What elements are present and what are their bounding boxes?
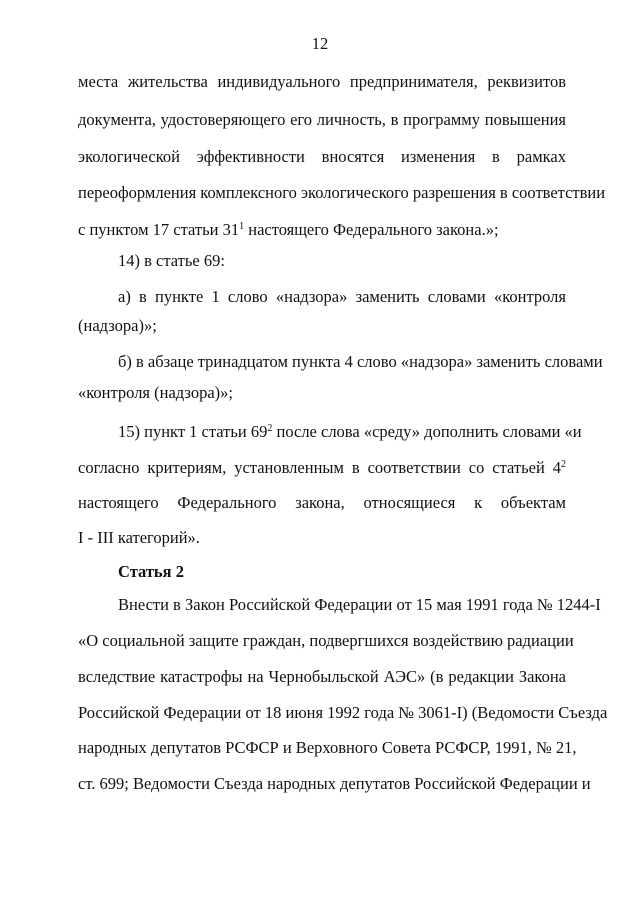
item-14-b-cont: «контроля (надзора)»; [78,383,233,402]
article-2-line-6: ст. 699; Ведомости Съезда народных депутатов Российской Федерации и [78,774,591,793]
item-14-b: б) в абзаце тринадцатом пункта 4 слово «надзора» заменить словами [118,352,603,371]
item-14-a-cont: (надзора)»; [78,316,157,335]
text-line-1: места жительства индивидуального предпринимателя, реквизитов [78,72,566,91]
article-2-line-3: вследствие катастрофы на Чернобыльской АЭС» (в редакции Закона [78,667,566,686]
page-number: 12 [311,34,329,53]
superscript-1: 1 [239,221,245,232]
item-15-part-a: 15) пункт 1 статьи 69 [118,422,268,441]
article-2-line-4: Российской Федерации от 18 июня 1992 года № 3061-I) (Ведомости Съезда [78,703,608,722]
article-2-line-5: народных депутатов РСФСР и Верховного Совета РСФСР, 1991, № 21, [78,738,577,757]
item-15 [118,422,582,442]
item-15-cont-1 [78,458,566,478]
item-15-cont-3: I - III категорий». [78,528,200,547]
text-line-2: документа, удостоверяющего его личность, в программу повышения [78,110,566,129]
superscript-2: 2 [267,423,273,434]
item-15-cont-1-text: согласно критериям, установленным в соответствии со статьей 4 [78,458,561,477]
item-14: 14) в статье 69: [118,251,225,270]
item-15-part-b: после слова «среду» дополнить словами «и [272,422,582,441]
text-line-5-part-a: с пунктом 17 статьи 31 [78,220,240,239]
article-2-line-1: Внести в Закон Российской Федерации от 15 мая 1991 года № 1244-I [118,595,601,614]
item-15-cont-2: настоящего Федерального закона, относящиеся к объектам [78,493,566,512]
article-2-line-2: «О социальной защите граждан, подвергшихся воздействию радиации [78,631,574,650]
text-line-5 [78,220,566,240]
text-line-5-part-b: настоящего Федерального закона.»; [244,220,499,239]
superscript-2b: 2 [561,459,566,470]
text-line-3: экологической эффективности вносятся изменения в рамках [78,147,566,166]
article-2-heading: Статья 2 [118,562,184,581]
item-14-a: а) в пункте 1 слово «надзора» заменить словами «контроля [118,287,566,306]
text-line-4: переоформления комплексного экологического разрешения в соответствии [78,183,606,202]
